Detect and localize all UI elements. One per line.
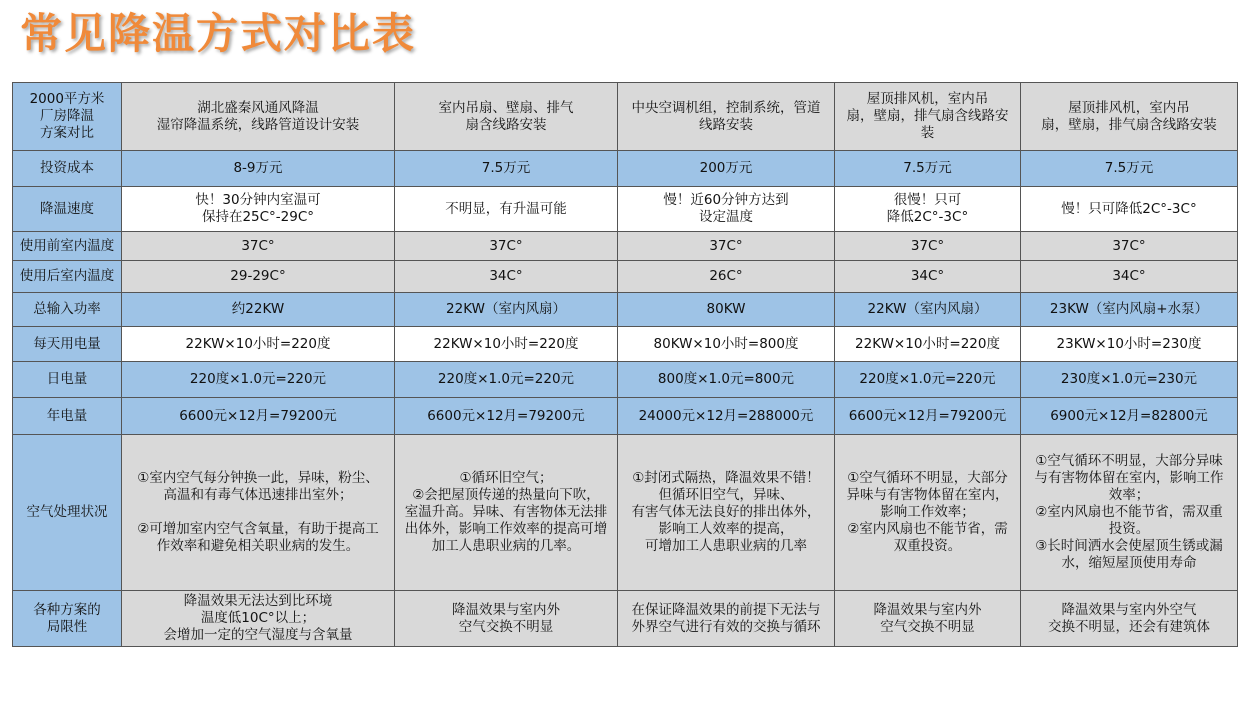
table-cell: 7.5万元	[1021, 151, 1238, 187]
table-cell: ①空气循环不明显，大部分 异味与有害物体留在室内， 影响工作效率； ②室内风扇也不能节省，需 双重投资。	[835, 435, 1021, 591]
table-cell: 37C°	[1021, 232, 1238, 261]
table-cell: 约22KW	[122, 293, 395, 327]
table-cell: 37C°	[835, 232, 1021, 261]
table-cell: 不明显，有升温可能	[395, 187, 618, 232]
row-label: 降温速度	[13, 187, 122, 232]
row-label: 各种方案的 局限性	[13, 591, 122, 647]
table-cell: 快！30分钟内室温可 保持在25C°-29C°	[122, 187, 395, 232]
table-cell: 34C°	[1021, 261, 1238, 293]
header-cell: 屋顶排风机，室内吊 扇，壁扇，排气扇含线路安装	[1021, 83, 1238, 151]
table-cell: 降温效果与室内外空气 交换不明显，还会有建筑体	[1021, 591, 1238, 647]
table-cell: 很慢！只可 降低2C°-3C°	[835, 187, 1021, 232]
table-cell: 6600元×12月=79200元	[395, 398, 618, 435]
table-cell: 37C°	[122, 232, 395, 261]
table-cell: 29-29C°	[122, 261, 395, 293]
table-cell: 22KW×10小时=220度	[395, 327, 618, 362]
page-title: 常见降温方式对比表	[20, 9, 417, 58]
table-cell: 6600元×12月=79200元	[835, 398, 1021, 435]
table-cell: ①循环旧空气； ②会把屋顶传递的热量向下吹， 室温升高。异味、有害物体无法排 出体外，影响工作效率的提高可增 加工人患职业病的几率。	[395, 435, 618, 591]
table-header-row	[13, 83, 1238, 151]
table-cell: 6900元×12月=82800元	[1021, 398, 1238, 435]
table-row	[13, 232, 1238, 261]
row-label: 投资成本	[13, 151, 122, 187]
table-cell: 37C°	[395, 232, 618, 261]
table-cell: 22KW×10小时=220度	[122, 327, 395, 362]
row-label: 日电量	[13, 362, 122, 398]
table-cell: 22KW×10小时=220度	[835, 327, 1021, 362]
table-cell: 80KW	[618, 293, 835, 327]
table-cell: 220度×1.0元=220元	[395, 362, 618, 398]
table-cell: 200万元	[618, 151, 835, 187]
header-cell: 中央空调机组，控制系统，管道 线路安装	[618, 83, 835, 151]
comparison-table	[12, 82, 1238, 647]
table-cell: ①空气循环不明显，大部分异味 与有害物体留在室内，影响工作 效率； ②室内风扇也不能节省，需双重 投资。 ③长时间洒水会使屋顶生锈或漏 水，缩短屋顶使用寿命	[1021, 435, 1238, 591]
row-label: 空气处理状况	[13, 435, 122, 591]
table-cell: 7.5万元	[395, 151, 618, 187]
header-cell: 湖北盛秦风通风降温 湿帘降温系统，线路管道设计安装	[122, 83, 395, 151]
table-cell: 降温效果无法达到比环境 温度低10C°以上； 会增加一定的空气湿度与含氧量	[122, 591, 395, 647]
table-cell: 23KW×10小时=230度	[1021, 327, 1238, 362]
table-cell: 800度×1.0元=800元	[618, 362, 835, 398]
header-cell: 屋顶排风机，室内吊 扇，壁扇，排气扇含线路安 装	[835, 83, 1021, 151]
table-cell: 26C°	[618, 261, 835, 293]
row-label: 每天用电量	[13, 327, 122, 362]
table-cell: 22KW（室内风扇）	[835, 293, 1021, 327]
row-label: 使用前室内温度	[13, 232, 122, 261]
table-cell: 7.5万元	[835, 151, 1021, 187]
header-cell: 2000平方米 厂房降温 方案对比	[13, 83, 122, 151]
table-row	[13, 151, 1238, 187]
row-label: 总输入功率	[13, 293, 122, 327]
table-cell: 230度×1.0元=230元	[1021, 362, 1238, 398]
row-label: 使用后室内温度	[13, 261, 122, 293]
table-cell: 慢！近60分钟方达到 设定温度	[618, 187, 835, 232]
table-cell: 6600元×12月=79200元	[122, 398, 395, 435]
table-row	[13, 293, 1238, 327]
table-row	[13, 327, 1238, 362]
table-cell: 24000元×12月=288000元	[618, 398, 835, 435]
table-cell: 34C°	[835, 261, 1021, 293]
table-cell: 慢！只可降低2C°-3C°	[1021, 187, 1238, 232]
table-row	[13, 187, 1238, 232]
table-cell: 降温效果与室内外 空气交换不明显	[395, 591, 618, 647]
table-cell: 在保证降温效果的前提下无法与 外界空气进行有效的交换与循环	[618, 591, 835, 647]
table-row	[13, 591, 1238, 647]
table-row	[13, 398, 1238, 435]
header-cell: 室内吊扇、壁扇、排气 扇含线路安装	[395, 83, 618, 151]
table-cell: 34C°	[395, 261, 618, 293]
table-cell: ①封闭式隔热，降温效果不错！ 但循环旧空气，异味、 有害气体无法良好的排出体外， 影响工人效率的提高， 可增加工人患职业病的几率	[618, 435, 835, 591]
row-label: 年电量	[13, 398, 122, 435]
table-row	[13, 435, 1238, 591]
table-row	[13, 261, 1238, 293]
table-cell: 220度×1.0元=220元	[835, 362, 1021, 398]
table-cell: 8-9万元	[122, 151, 395, 187]
table-row	[13, 362, 1238, 398]
table-cell: ①室内空气每分钟换一此，异味，粉尘、 高温和有毒气体迅速排出室外； ②可增加室内空气含氧量，有助于提高工 作效率和避免相关职业病的发生。	[122, 435, 395, 591]
table-cell: 80KW×10小时=800度	[618, 327, 835, 362]
table-cell: 23KW（室内风扇+水泵）	[1021, 293, 1238, 327]
table-cell: 降温效果与室内外 空气交换不明显	[835, 591, 1021, 647]
table-cell: 37C°	[618, 232, 835, 261]
table-cell: 22KW（室内风扇）	[395, 293, 618, 327]
table-cell: 220度×1.0元=220元	[122, 362, 395, 398]
